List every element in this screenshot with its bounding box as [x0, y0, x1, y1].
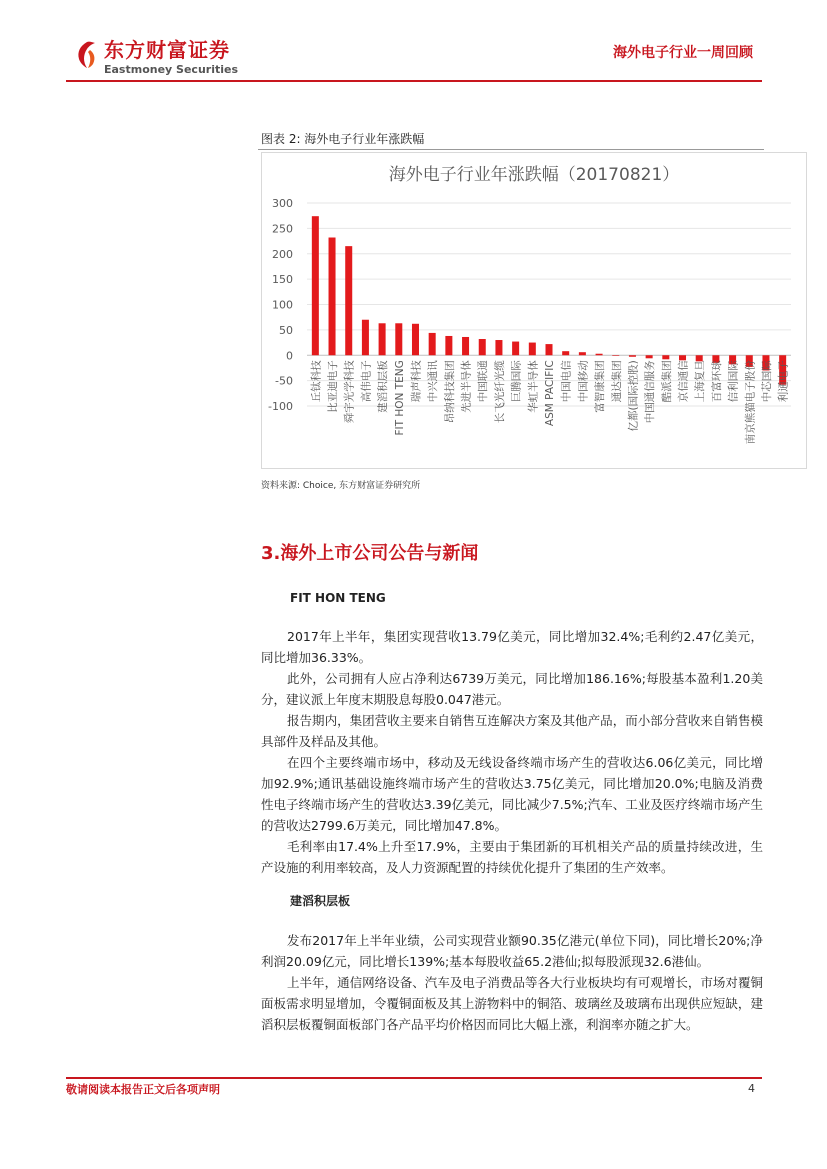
y-tick-label: 50 [279, 323, 293, 337]
x-tick-label: 高伟电子 [360, 360, 373, 403]
y-tick-label: 250 [272, 222, 293, 236]
x-tick-label: 长飞光纤光缆 [493, 360, 506, 424]
report-title: 海外电子行业一周回顾 [613, 45, 753, 61]
x-tick-label: 丘钛科技 [310, 360, 323, 403]
y-tick-label: -100 [268, 400, 293, 413]
bar [329, 238, 336, 356]
company-body-fit-hon-teng [261, 626, 763, 878]
figure-caption: 图表 2: 海外电子行业年涨跌幅 [261, 132, 425, 146]
x-tick-label: FIT HON TENG [393, 360, 406, 436]
x-tick-label: 京信通信 [677, 360, 690, 403]
figure-caption-divider [258, 149, 764, 150]
x-tick-label: 酷派集团 [660, 360, 673, 403]
chart-ytick-labels [268, 197, 293, 413]
x-tick-label: 中国联通 [477, 360, 490, 403]
bar [312, 216, 319, 355]
bar [662, 355, 669, 359]
x-tick-label: 上海复旦 [694, 360, 707, 403]
x-tick-label: 巨腾国际 [510, 360, 523, 403]
bar [429, 333, 436, 355]
bar [379, 323, 386, 355]
bar-chart [261, 152, 807, 469]
x-tick-label: 中国通信服务 [644, 360, 657, 424]
bar [362, 320, 369, 356]
y-tick-label: 0 [286, 349, 293, 363]
bar [546, 344, 553, 355]
chart-bars [312, 216, 786, 385]
x-tick-label: 中芯国际 [760, 360, 773, 403]
bar [479, 339, 486, 355]
paragraph: 上半年，通信网络设备、汽车及电子消费品等各大行业板块均有可观增长，市场对覆铜面板需求明显增加，令覆铜面板及其上游物料中的铜箔、玻璃丝及玻璃布出现供应短缺，建滔积层板覆铜面板部门各产品平均价格因而同比大幅上涨，利润率亦随之扩大。 [261, 975, 763, 1032]
x-tick-label: 中兴通讯 [427, 360, 440, 403]
x-tick-label: 利通电子 [777, 360, 790, 403]
header-divider [66, 80, 762, 82]
chart-xtick-labels [309, 360, 789, 444]
y-tick-label: 200 [272, 247, 293, 261]
bar [629, 355, 636, 357]
x-tick-label: 亿都(国际控股) [627, 360, 640, 432]
bar [562, 351, 569, 355]
bar [462, 337, 469, 355]
paragraph: 报告期内，集团营收主要来自销售互连解决方案及其他产品，而小部分营收来自销售模具部件及样品及其他。 [261, 713, 763, 749]
chart-title: 海外电子行业年涨跌幅（20170821） [388, 165, 680, 185]
x-tick-label: 富智康集团 [594, 360, 607, 413]
bar [529, 343, 536, 356]
x-tick-label: 信利国际 [727, 360, 740, 403]
x-tick-label: 舜宇光学科技 [343, 360, 356, 424]
y-tick-label: 100 [272, 298, 293, 312]
x-tick-label: 建滔积层板 [377, 360, 390, 413]
footer-divider [66, 1077, 762, 1079]
paragraph: 发布2017年上半年业绩，公司实现营业额90.35亿港元(单位下同)，同比增长20%;净利润20.09亿元，同比增长139%;基本每股收益65.2港仙;拟每股派现32.6港仙。 [261, 933, 763, 969]
x-tick-label: 先进半导体 [460, 360, 473, 413]
y-tick-label: 150 [272, 273, 293, 287]
logo-en: Eastmoney Securities [104, 63, 239, 76]
x-tick-label: 南京熊猫电子股份 [744, 360, 757, 445]
x-tick-label: 华虹半导体 [527, 360, 540, 413]
bar [679, 355, 686, 360]
bar [512, 342, 519, 356]
bar [612, 355, 619, 356]
bar [579, 352, 586, 355]
x-tick-label: 瑞声科技 [410, 360, 423, 403]
bar [646, 355, 653, 358]
bar [345, 246, 352, 355]
disclaimer-note: 敬请阅读本报告正文后各项声明 [66, 1083, 220, 1096]
x-tick-label: 中国移动 [577, 360, 590, 403]
x-tick-label: 中国电信 [560, 360, 573, 403]
paragraph: 在四个主要终端市场中，移动及无线设备终端市场产生的营收达6.06亿美元，同比增加92.9%;通讯基础设施终端市场产生的营收达3.75亿美元，同比增加20.0%;电脑及消费性电子终端市场产生的营收达3.39亿美元，同比减少7.5%;汽车、工业及医疗终端市场产生的营收达2799.6万美元，同比增加47.8%。 [261, 755, 763, 833]
x-tick-label: ASM PACIFIC [544, 360, 556, 427]
bar [445, 336, 452, 355]
paragraph: 毛利率由17.4%上升至17.9%，主要由于集团新的耳机相关产品的质量持续改进，生产设施的利用率较高，及人力资源配置的持续优化提升了集团的生产效率。 [261, 839, 763, 875]
bar [395, 323, 402, 355]
bar [596, 354, 603, 356]
section-title: 3.海外上市公司公告与新闻 [261, 543, 479, 564]
paragraph: 此外，公司拥有人应占净利达6739万美元，同比增加186.16%;每股基本盈利1.20美分，建议派上年度末期股息每股0.047港元。 [261, 671, 763, 707]
bar [412, 324, 419, 355]
x-tick-label: 比亚迪电子 [327, 360, 340, 413]
company-heading-fit-hon-teng: FIT HON TENG [290, 591, 386, 605]
paragraph: 2017年上半年，集团实现营收13.79亿美元，同比增加32.4%;毛利约2.47亿美元，同比增加36.33%。 [261, 629, 763, 665]
y-tick-label: -50 [275, 374, 293, 388]
x-tick-label: 昂纳科技集团 [443, 360, 456, 424]
company-heading-kingboard-laminates: 建滔积层板 [290, 894, 351, 908]
x-tick-label: 通达集团 [610, 360, 623, 403]
figure-source: 资料来源: Choice, 东方财富证券研究所 [261, 481, 421, 491]
logo-cn: 东方财富证券 [104, 38, 230, 62]
y-tick-label: 300 [272, 197, 293, 210]
x-tick-label: 百富环球 [710, 360, 723, 403]
company-body-kingboard-laminates [261, 930, 763, 1035]
bar [495, 340, 502, 355]
eastmoney-logo-icon [74, 40, 100, 70]
page-number: 4 [748, 1082, 755, 1095]
